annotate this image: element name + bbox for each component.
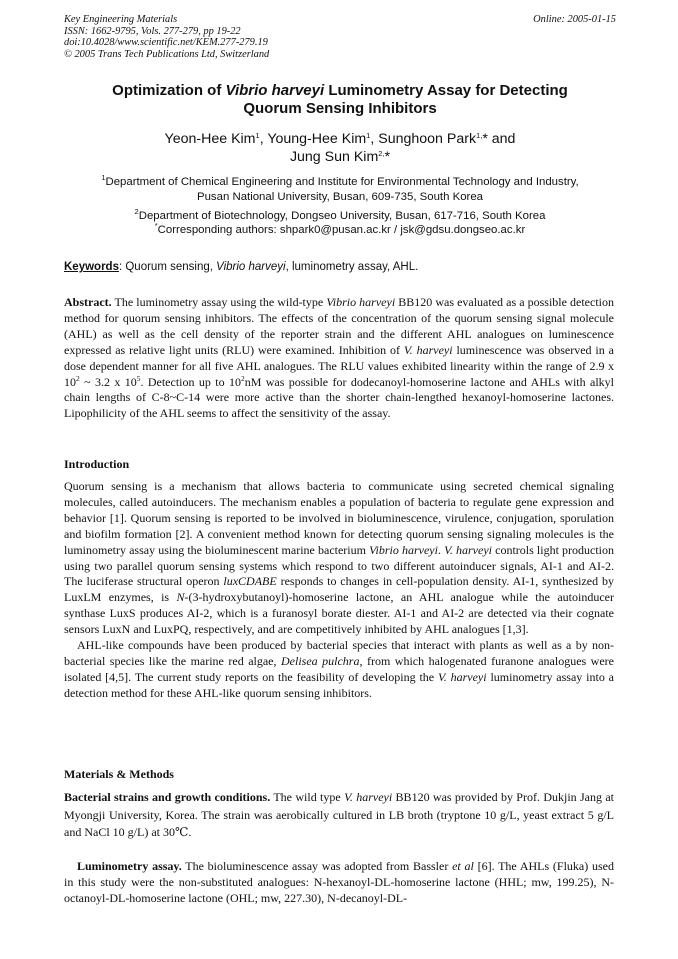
author-3: , Sunghoon Park bbox=[370, 131, 477, 147]
affiliation-1-line2: Pusan National University, Busan, 609-735, South Korea bbox=[197, 191, 483, 203]
introduction-paragraph-1 bbox=[64, 479, 614, 638]
intro-text: luminometry assay into a detection method for these AHL-like quorum sensing inhibitors. bbox=[64, 669, 614, 700]
abstract-text: luminescence was observed in a dose dependent manner for all five AHL analogues. The RLU values exhibited linearity within the range of 2.9 x 10 bbox=[64, 342, 614, 389]
intro-italic: Delisea pulchra, bbox=[281, 653, 363, 668]
intro-text: AHL-like compounds have been produced by bacterial species that interact with plants as well as a by non-bacterial species like the marine red algae, bbox=[64, 638, 614, 668]
title-part2: Luminometry Assay for Detecting bbox=[324, 82, 568, 99]
corresponding-authors bbox=[64, 223, 616, 238]
introduction-paragraph-2 bbox=[64, 638, 614, 702]
abstract-text: The luminometry assay using the wild-type bbox=[111, 295, 327, 309]
methods-subheading: Bacterial strains and growth conditions. bbox=[64, 790, 271, 804]
intro-text: Quorum sensing is a mechanism that allows bacteria to communicate using secreted chemical signaling molecules, called autoinducers. The mechanism enables a population of bacteria to regulate gene expression and behavior [1]. Quorum sensing is reported to be involved in bioluminescence, virulence, conjugation, sporulation and biofilm formation [2]. A convenient method known for detecting quorum sensing signaling molecules is the luminometry assay using the bioluminescent marine bacterium bbox=[64, 479, 614, 557]
intro-italic: N bbox=[176, 590, 185, 605]
abstract-exponent: 5 bbox=[136, 373, 141, 383]
author-4-rest: * bbox=[384, 149, 391, 165]
keywords-label: Keywords bbox=[64, 261, 119, 273]
author-4-sup: 2, bbox=[378, 149, 385, 158]
abstract-exponent: 2 bbox=[76, 373, 80, 383]
author-1: Yeon-Hee Kim bbox=[164, 131, 256, 147]
methods-paragraph-2 bbox=[64, 859, 614, 907]
online-date: Online: 2005-01-15 bbox=[533, 14, 616, 25]
intro-italic: luxCDABE bbox=[223, 574, 277, 589]
methods-subheading: Luminometry assay. bbox=[77, 859, 182, 873]
corresponding-text: Corresponding authors: shpark0@pusan.ac.kr / jsk@gdsu.dongseo.ac.kr bbox=[157, 224, 526, 236]
intro-text: responds to changes in cell-population density. AI-1, synthesized by LuxLM enzymes, is bbox=[64, 574, 614, 605]
author-3-rest: * and bbox=[482, 131, 516, 147]
intro-italic: V. harveyi bbox=[444, 542, 492, 557]
intro-italic: Vibrio harveyi bbox=[369, 542, 438, 557]
introduction-body bbox=[64, 479, 614, 702]
paper-title bbox=[64, 82, 616, 118]
abstract bbox=[64, 295, 614, 422]
intro-text: . bbox=[437, 542, 445, 557]
methods-italic: V. harveyi bbox=[344, 790, 393, 804]
intro-text: from which halogenated furanone analogues were isolated [4,5]. The current study reports on the feasibility of developing the bbox=[64, 653, 614, 684]
running-header bbox=[64, 14, 616, 60]
methods-text: The wild type bbox=[270, 790, 345, 804]
author-2-sup: 1 bbox=[366, 131, 371, 140]
methods-paragraph-1 bbox=[64, 789, 614, 842]
introduction-heading: Introduction bbox=[64, 457, 130, 471]
abstract-text: nM was possible for dodecanoyl-homoserine lactone and AHLs with alkyl chain lengths of C-8~C-14 were more active than the shorter chain-lengthed hexanoyl-homoserine lactones. Lipophilicity of the AHL seems to affect the sensitivity of the assay. bbox=[64, 374, 614, 421]
keywords-text-2: , luminometry assay, AHL. bbox=[285, 261, 419, 273]
affiliation-1-line1: Department of Chemical Engineering and Institute for Environmental Technology and Industry, bbox=[105, 176, 579, 188]
affiliation-1 bbox=[64, 175, 616, 205]
affiliation-2-text: Department of Biotechnology, Dongseo University, Busan, 617-716, South Korea bbox=[138, 210, 546, 222]
intro-text: controls light production using two parallel quorum sensing systems which respond to two different autoinducer signals, AI-1 and AI-2. The luciferase structural operon bbox=[64, 542, 615, 589]
author-1-sup: 1 bbox=[255, 131, 260, 140]
title-species: Vibrio harveyi bbox=[225, 82, 325, 99]
author-3-sup: 1, bbox=[476, 131, 483, 140]
methods-heading: Materials & Methods bbox=[64, 767, 174, 781]
abstract-exponent: 2 bbox=[240, 373, 245, 383]
title-part1: Optimization of bbox=[112, 82, 226, 99]
intro-italic: V. harveyi bbox=[437, 669, 487, 684]
affiliation-2-sup: 2 bbox=[134, 207, 139, 216]
abstract-text: ~ 3.2 x 10 bbox=[79, 374, 137, 389]
abstract-text: BB120 was evaluated as a possible detection method for quorum sensing inhibitors. The effects of the concentration of the quorum sensing signal molecule (AHL) as well as the cell density of the reporter strain and the different AHL analogues on luminescence expressed as relative light units (RLU) were examined. Inhibition of bbox=[64, 295, 615, 357]
keywords-text-1: : Quorum sensing, bbox=[118, 261, 217, 273]
affiliation-1-sup: 1 bbox=[101, 173, 106, 182]
methods-text: The bioluminescence assay was adopted from Bassler bbox=[181, 859, 453, 873]
keywords-species: Vibrio harveyi bbox=[216, 261, 286, 273]
author-4: Jung Sun Kim bbox=[289, 149, 379, 165]
abstract-species: Vibrio harveyi bbox=[326, 295, 396, 309]
abstract-text: . Detection up to 10 bbox=[140, 374, 241, 389]
methods-text: [6]. The AHLs (Fluka) used in this study were the non-substituted analogues: N-hexanoyl-DL-homoserine lactone (HHL; mw, 199.25), N-octanoyl-DL-homoserine lactone (OHL; mw, 227.30), N-decanoyl-DL- bbox=[64, 859, 614, 905]
methods-text: BB120 was provided by Prof. Dukjin Jang at Myongji University, Korea. The strain was aerobically cultured in LB broth (tryptone 10 g/L, yeast extract 5 g/L and NaCl 10 g/L) at 30℃. bbox=[64, 790, 615, 839]
abstract-label: Abstract. bbox=[64, 295, 112, 309]
corresponding-sup: * bbox=[154, 221, 158, 230]
title-line2: Quorum Sensing Inhibitors bbox=[243, 100, 437, 117]
journal-name: Key Engineering Materials bbox=[64, 14, 178, 25]
intro-text: -(3-hydroxybutanoyl)-homoserine lactone, an AHL analogue while the autoinducer synthase LuxS produces AI-2, which is a furanosyl borate diester. AI-1 and AI-2 are detected via their cognate sensors LuxN and LuxPQ, respectively, and are competitively inhibited by AHL analogues [1,3]. bbox=[64, 590, 614, 637]
author-list bbox=[64, 130, 616, 166]
author-2: , Young-Hee Kim bbox=[259, 131, 367, 147]
copyright-line: © 2005 Trans Tech Publications Ltd, Switzerland bbox=[64, 48, 270, 60]
doi-line: doi:10.4028/www.scientific.net/KEM.277-279.19 bbox=[64, 37, 268, 49]
keywords bbox=[64, 261, 616, 273]
methods-italic: et al bbox=[452, 859, 474, 873]
affiliation-2 bbox=[64, 209, 616, 224]
issn-line: ISSN: 1662-9795, Vols. 277-279, pp 19-22 bbox=[64, 25, 241, 37]
abstract-species: V. harveyi bbox=[403, 342, 453, 357]
